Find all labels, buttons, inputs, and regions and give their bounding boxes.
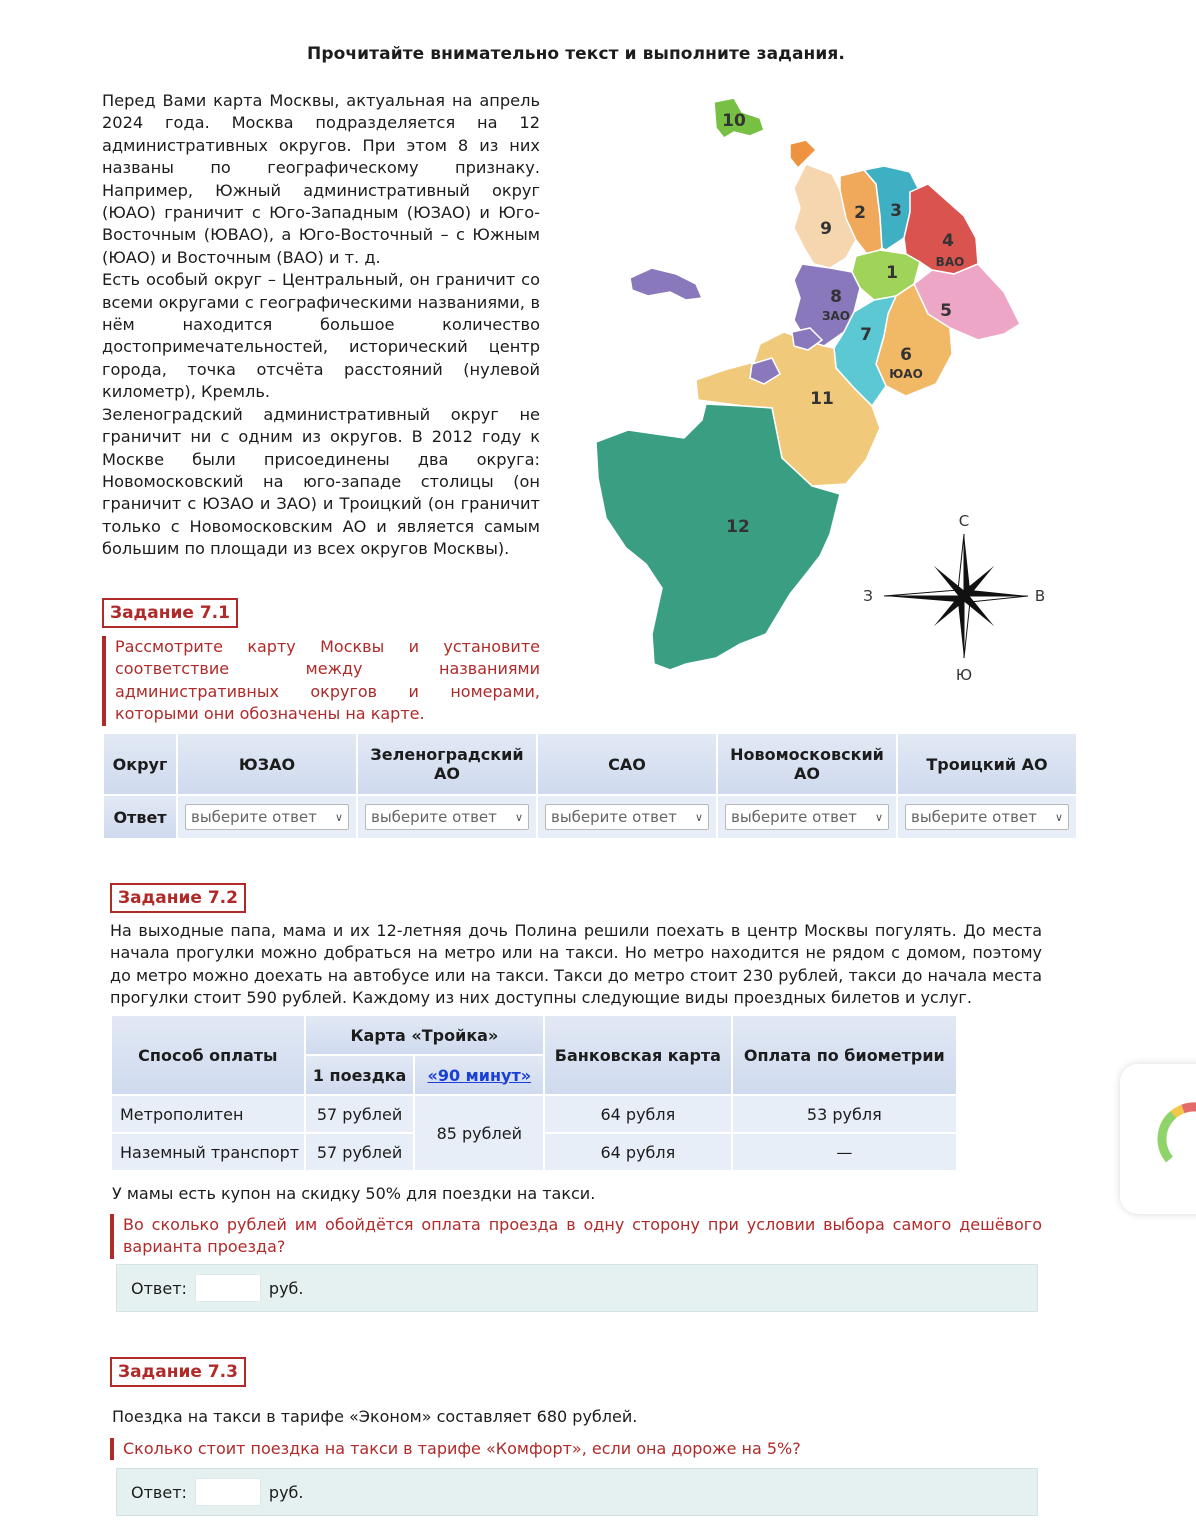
answer-cell-novomoskovsky: [717, 795, 897, 839]
fare-row-ground-one: 57 рублей: [305, 1133, 415, 1171]
intro-paragraph-3: Зеленоградский административный округ не граничит ни с одним из округов. В 2012 году к Москве были присоединены два округа: Новомосковский на юго-западе столицы (он граничит с ЮЗАО и ЗАО) и Троицкий (он граничит только с Новомосковским АО и является самым большим по площади из всех округов Москвы).: [102, 404, 540, 559]
fare-row-ground-bank: 64 рубля: [544, 1133, 732, 1171]
fare-header-method: Способ оплаты: [111, 1015, 305, 1095]
table-row-header-otvet: Ответ: [103, 795, 177, 839]
task-7-1-badge: Задание 7.1: [102, 598, 238, 628]
compass-south: Ю: [955, 666, 973, 684]
answer-label: Ответ:: [131, 1482, 187, 1502]
answer-unit: руб.: [268, 1482, 304, 1502]
compass-east: В: [1034, 587, 1046, 605]
fare-row-ground-bio: —: [732, 1133, 957, 1171]
task-7-2-answer-input[interactable]: [195, 1274, 261, 1302]
task-7-3-answer-box: [116, 1468, 1038, 1516]
task-7-2-text: На выходные папа, мама и их 12-летняя дочь Полина решили поехать в центр Москвы погулять. До места начала прогулки можно добраться на метро или на такси. Но метро находится не рядом с домом, поэтому до метро можно доехать на автобусе или на такси. Такси до метро стоит 230 рублей, такси до начала места прогулки стоит 590 рублей. Каждому из них доступны следующие виды проездных билетов и услуг.: [110, 921, 1042, 1008]
map-label-2: 2: [854, 203, 866, 223]
district-misc-orange: [790, 140, 816, 168]
map-label-3: 3: [890, 201, 902, 221]
select-placeholder: выберите ответ: [551, 808, 677, 826]
table-row-header-okrug: Округ: [103, 733, 177, 795]
ring-logo-icon: [1120, 1064, 1196, 1214]
floating-app-widget[interactable]: [1120, 1064, 1196, 1214]
task-7-2-answer-box: [116, 1264, 1038, 1312]
chevron-down-icon: ∨: [694, 810, 703, 824]
select-placeholder: выберите ответ: [371, 808, 497, 826]
select-placeholder: выберите ответ: [731, 808, 857, 826]
intro-paragraph-2: Есть особый округ – Центральный, он граничит со всеми округами с географическими названиями, в нём находится большое количество достопримечательностей, исторический центр города, точка отсчёта расстояний (нулевой километр), Кремль.: [102, 270, 540, 402]
map-label-yuao: ЮАО: [889, 367, 923, 381]
map-label-4: 4: [942, 231, 954, 251]
answer-select-troitsky[interactable]: [905, 804, 1069, 830]
chevron-down-icon: ∨: [514, 810, 523, 824]
map-label-6: 6: [900, 345, 912, 365]
task-7-2-question: Во сколько рублей им обойдётся оплата проезда в одну сторону при условии выбора самого дешёвого варианта проезда?: [110, 1214, 1042, 1259]
answer-cell-yuzao: [177, 795, 357, 839]
map-label-zao: ЗАО: [821, 309, 851, 323]
answer-cell-sao: [537, 795, 717, 839]
map-label-vao: ВАО: [935, 255, 965, 269]
answer-label: Ответ:: [131, 1278, 187, 1298]
answer-select-zelenograd[interactable]: [365, 804, 529, 830]
column-header-sao: САО: [537, 733, 717, 795]
fare-90-minutes-link[interactable]: «90 минут»: [427, 1065, 532, 1085]
intro-text: [102, 90, 540, 561]
fare-header-bio: Оплата по биометрии: [732, 1015, 957, 1095]
intro-paragraph-1: Перед Вами карта Москвы, актуальная на апрель 2024 года. Москва подразделяется на 12 административных округов. При этом 8 из них названы по географическому признаку. Например, Южный административный округ (ЮАО) граничит с Юго-Западным (ЮЗАО) и Юго-Восточным (ЮВАО), а Юго-Восточный – с Южным (ЮАО) и Восточным (ВАО) и т. д.: [102, 91, 540, 267]
fare-header-one-trip: 1 поездка: [305, 1055, 415, 1095]
fare-shared-90: 85 рублей: [414, 1095, 544, 1171]
task-7-3-answer-input[interactable]: [195, 1478, 261, 1506]
answer-cell-troitsky: [897, 795, 1077, 839]
map-label-9: 9: [820, 219, 832, 239]
task-7-3-badge: Задание 7.3: [110, 1357, 246, 1387]
map-label-11: 11: [810, 389, 834, 409]
page-title: Прочитайте внимательно текст и выполните задания.: [307, 44, 845, 64]
answer-unit: руб.: [268, 1278, 304, 1298]
compass-north: С: [958, 512, 970, 530]
task-7-1-table: [102, 732, 1078, 840]
map-label-1: 1: [886, 263, 898, 283]
answer-select-sao[interactable]: [545, 804, 709, 830]
chevron-down-icon: ∨: [334, 810, 343, 824]
answer-cell-zelenograd: [357, 795, 537, 839]
fare-row-ground-name: Наземный транспорт: [111, 1133, 305, 1171]
compass-west: З: [863, 587, 873, 605]
select-placeholder: выберите ответ: [911, 808, 1037, 826]
map-label-7: 7: [860, 325, 872, 345]
fare-header-bank: Банковская карта: [544, 1015, 732, 1095]
fare-row-metro-name: Метрополитен: [111, 1095, 305, 1133]
fare-header-troika: Карта «Тройка»: [305, 1015, 544, 1055]
column-header-yuzao: ЮЗАО: [177, 733, 357, 795]
task-7-1-question: Рассмотрите карту Москвы и установите соответствие между названиями административных округов и номерами, которыми они обозначены на карте.: [102, 636, 540, 726]
district-misc-purple-1: [630, 268, 702, 300]
task-7-2-coupon: У мамы есть купон на скидку 50% для поездки на такси.: [112, 1184, 596, 1203]
answer-select-yuzao[interactable]: [185, 804, 349, 830]
column-header-zelenograd: Зеленоградский АО: [357, 733, 537, 795]
select-placeholder: выберите ответ: [191, 808, 317, 826]
compass-rose: [863, 512, 1045, 684]
moscow-map: [584, 88, 1064, 688]
task-7-3-text: Поездка на такси в тарифе «Эконом» составляет 680 рублей.: [112, 1407, 638, 1426]
moscow-map-svg: [584, 88, 1064, 688]
chevron-down-icon: ∨: [1054, 810, 1063, 824]
task-7-2-badge: Задание 7.2: [110, 883, 246, 913]
fare-row-metro-bio: 53 рубля: [732, 1095, 957, 1133]
map-label-12: 12: [726, 517, 750, 537]
chevron-down-icon: ∨: [874, 810, 883, 824]
fare-row-metro-bank: 64 рубля: [544, 1095, 732, 1133]
map-label-8: 8: [830, 287, 842, 307]
answer-select-novomoskovsky[interactable]: [725, 804, 889, 830]
map-label-10: 10: [722, 111, 746, 131]
fare-header-90-link-cell: [414, 1055, 544, 1095]
task-7-3-question: Сколько стоит поездка на такси в тарифе «Комфорт», если она дороже на 5%?: [110, 1438, 1042, 1460]
column-header-troitsky: Троицкий АО: [897, 733, 1077, 795]
fare-row-metro-one: 57 рублей: [305, 1095, 415, 1133]
fare-table: [110, 1014, 958, 1172]
column-header-novomoskovsky: Новомосковский АО: [717, 733, 897, 795]
map-label-5: 5: [940, 301, 952, 321]
